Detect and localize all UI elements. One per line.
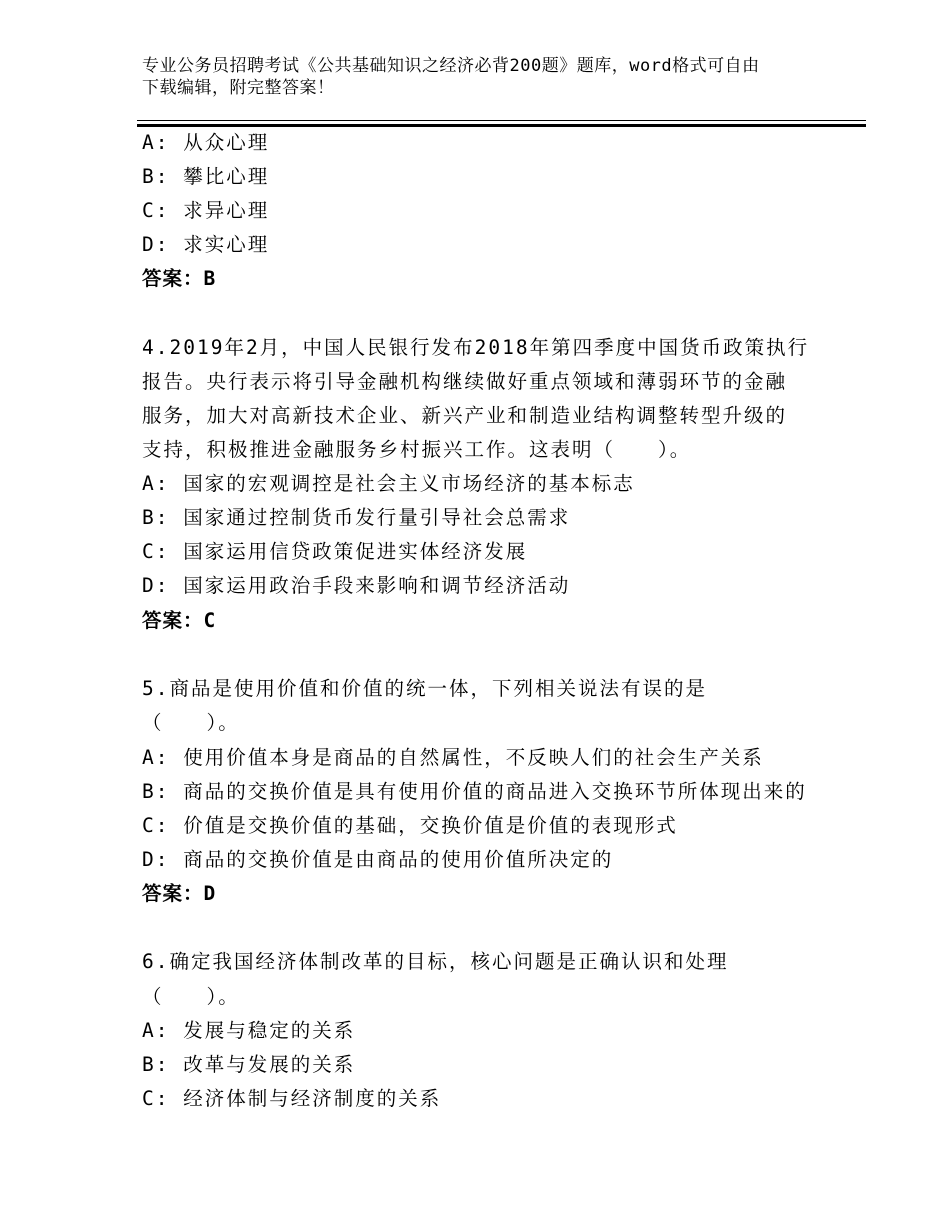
page-header [142,55,842,99]
q3-option-c: C: 求异心理 [142,199,270,222]
header-line-1: 专业公务员招聘考试《公共基础知识之经济必背200题》题库，word格式可自由 [142,56,760,76]
q6-option-b: B: 改革与发展的关系 [142,1053,356,1076]
q5-option-a: A: 使用价值本身是商品的自然属性，不反映人们的社会生产关系 [142,746,764,769]
q4-stem-line-1: 4.2019年2月，中国人民银行发布2018年第四季度中国货币政策执行 [142,336,810,359]
q4-option-d: D: 国家运用政治手段来影响和调节经济活动 [142,574,571,597]
q5-stem-line-1: 5.商品是使用价值和价值的统一体，下列相关说法有误的是 [142,677,707,700]
q4-stem-line-3: 服务，加大对高新技术企业、新兴产业和制造业结构调整转型升级的 [142,404,788,427]
q3-answer: 答案：B [142,267,217,290]
q4-stem-line-2: 报告。央行表示将引导金融机构继续做好重点领域和薄弱环节的金融 [142,370,788,393]
q3-option-d: D: 求实心理 [142,233,270,256]
q4-stem-line-4: 支持，积极推进金融服务乡村振兴工作。这表明（ ）。 [142,438,692,461]
q4-option-a: A: 国家的宏观调控是社会主义市场经济的基本标志 [142,472,635,495]
q4-option-c: C: 国家运用信贷政策促进实体经济发展 [142,540,528,563]
q5-option-b: B: 商品的交换价值是具有使用价值的商品进入交换环节所体现出来的 [142,780,807,803]
q6-stem-line-1: 6.确定我国经济体制改革的目标，核心问题是正确认识和处理 [142,950,729,973]
header-rule-thin [137,120,866,121]
q5-stem-line-2: （ ）。 [142,711,240,734]
q6-option-c: C: 经济体制与经济制度的关系 [142,1087,442,1110]
q3-option-a: A: 从众心理 [142,131,270,154]
q5-answer: 答案：D [142,882,217,905]
q4-option-b: B: 国家通过控制货币发行量引导社会总需求 [142,506,571,529]
q4-answer: 答案：C [142,609,217,632]
q3-option-b: B: 攀比心理 [142,165,270,188]
q5-option-d: D: 商品的交换价值是由商品的使用价值所决定的 [142,848,614,871]
q6-stem-line-2: （ ）。 [142,985,240,1008]
q6-option-a: A: 发展与稳定的关系 [142,1019,356,1042]
q5-option-c: C: 价值是交换价值的基础，交换价值是价值的表现形式 [142,814,678,837]
header-line-2: 下载编辑，附完整答案！ [142,78,335,98]
